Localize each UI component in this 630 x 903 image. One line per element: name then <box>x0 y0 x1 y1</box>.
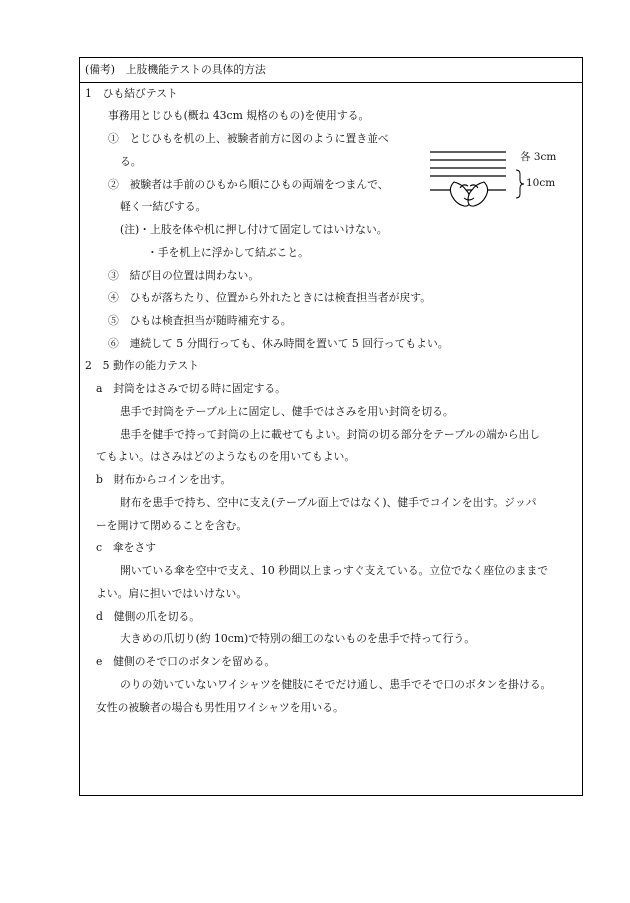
item-c-line-1: 開いている傘を空中で支え、10 秒間以上まっすぐ支えている。立位でなく座位のままで <box>120 564 549 577</box>
list-item-2: ② 被験者は手前のひもから順にひもの両端をつまんで、 <box>108 178 389 191</box>
list-item-1: ① とじひもを机の上、被験者前方に図のように置き並べ <box>108 132 389 145</box>
item-b-line-1: 財布を患手で持ち、空中に支え(テーブル面上ではなく)、健手でコインを出す。ジッパ <box>120 496 537 509</box>
item-e-line-1: のりの効いていないワイシャツを健肢にそでだけ通し、患手でそで口のボタンを掛ける。 <box>120 678 552 691</box>
section-header: (備考) 上肢機能テストの具体的方法 <box>85 63 266 76</box>
list-item-4: ④ ひもが落ちたり、位置から外れたときには検査担当者が戻す。 <box>108 291 432 304</box>
item-a-line-2: 患手を健手で持って封筒の上に載せてもよい。封筒の切る部分をテーブルの端から出し <box>120 428 541 441</box>
section-1-title: 1 ひも結びテスト <box>85 87 178 100</box>
item-a-title: a 封筒をはさみで切る時に固定する。 <box>96 382 286 395</box>
paragraph-line: 事務用とじひも(概ね 43cm 規格のもの)を使用する。 <box>108 109 370 122</box>
list-item-1-cont: る。 <box>120 155 142 168</box>
item-d-line-1: 大きめの爪切り(約 10cm)で特別の細工のないものを患手で持って行う。 <box>120 632 475 645</box>
note-line-1: (注)・上肢を体や机に押し付けて固定してはいけない。 <box>120 223 388 236</box>
item-a-line-1: 患手で封筒をテーブル上に固定し、健手ではさみを用い封筒を切る。 <box>120 405 454 418</box>
header-divider <box>79 82 583 83</box>
item-a-line-3: てもよい。はさみはどのようなものを用いてもよい。 <box>96 450 356 463</box>
list-item-5: ⑤ ひもは検査担当が随時補充する。 <box>108 314 292 327</box>
item-c-title: c 傘をさす <box>96 541 157 554</box>
list-item-3: ③ 結び目の位置は問わない。 <box>108 269 260 282</box>
item-e-line-2: 女性の被験者の場合も男性用ワイシャツを用いる。 <box>96 701 344 714</box>
note-line-2: ・手を机上に浮かして結ぶこと。 <box>147 246 309 259</box>
string-layout-diagram <box>426 146 566 226</box>
item-b-title: b 財布からコインを出す。 <box>96 473 232 486</box>
brace-icon <box>516 170 524 198</box>
item-d-title: d 健側の爪を切る。 <box>96 610 201 623</box>
spacing-label: 各 3cm <box>520 151 557 163</box>
item-c-line-2: よい。肩に担いではいけない。 <box>96 587 248 600</box>
list-item-6: ⑥ 連続して 5 分間行っても、休み時間を置いて 5 回行ってもよい。 <box>108 337 449 350</box>
item-b-line-2: ーを開けて閉めることを含む。 <box>96 519 248 532</box>
item-e-title: e 健側のそで口のボタンを留める。 <box>96 655 276 668</box>
list-item-2-cont: 軽く一結びする。 <box>120 200 207 213</box>
height-label: 10cm <box>526 177 556 189</box>
hands-tying-icon <box>450 182 487 206</box>
section-2-title: 2 5 動作の能力テスト <box>85 359 199 372</box>
